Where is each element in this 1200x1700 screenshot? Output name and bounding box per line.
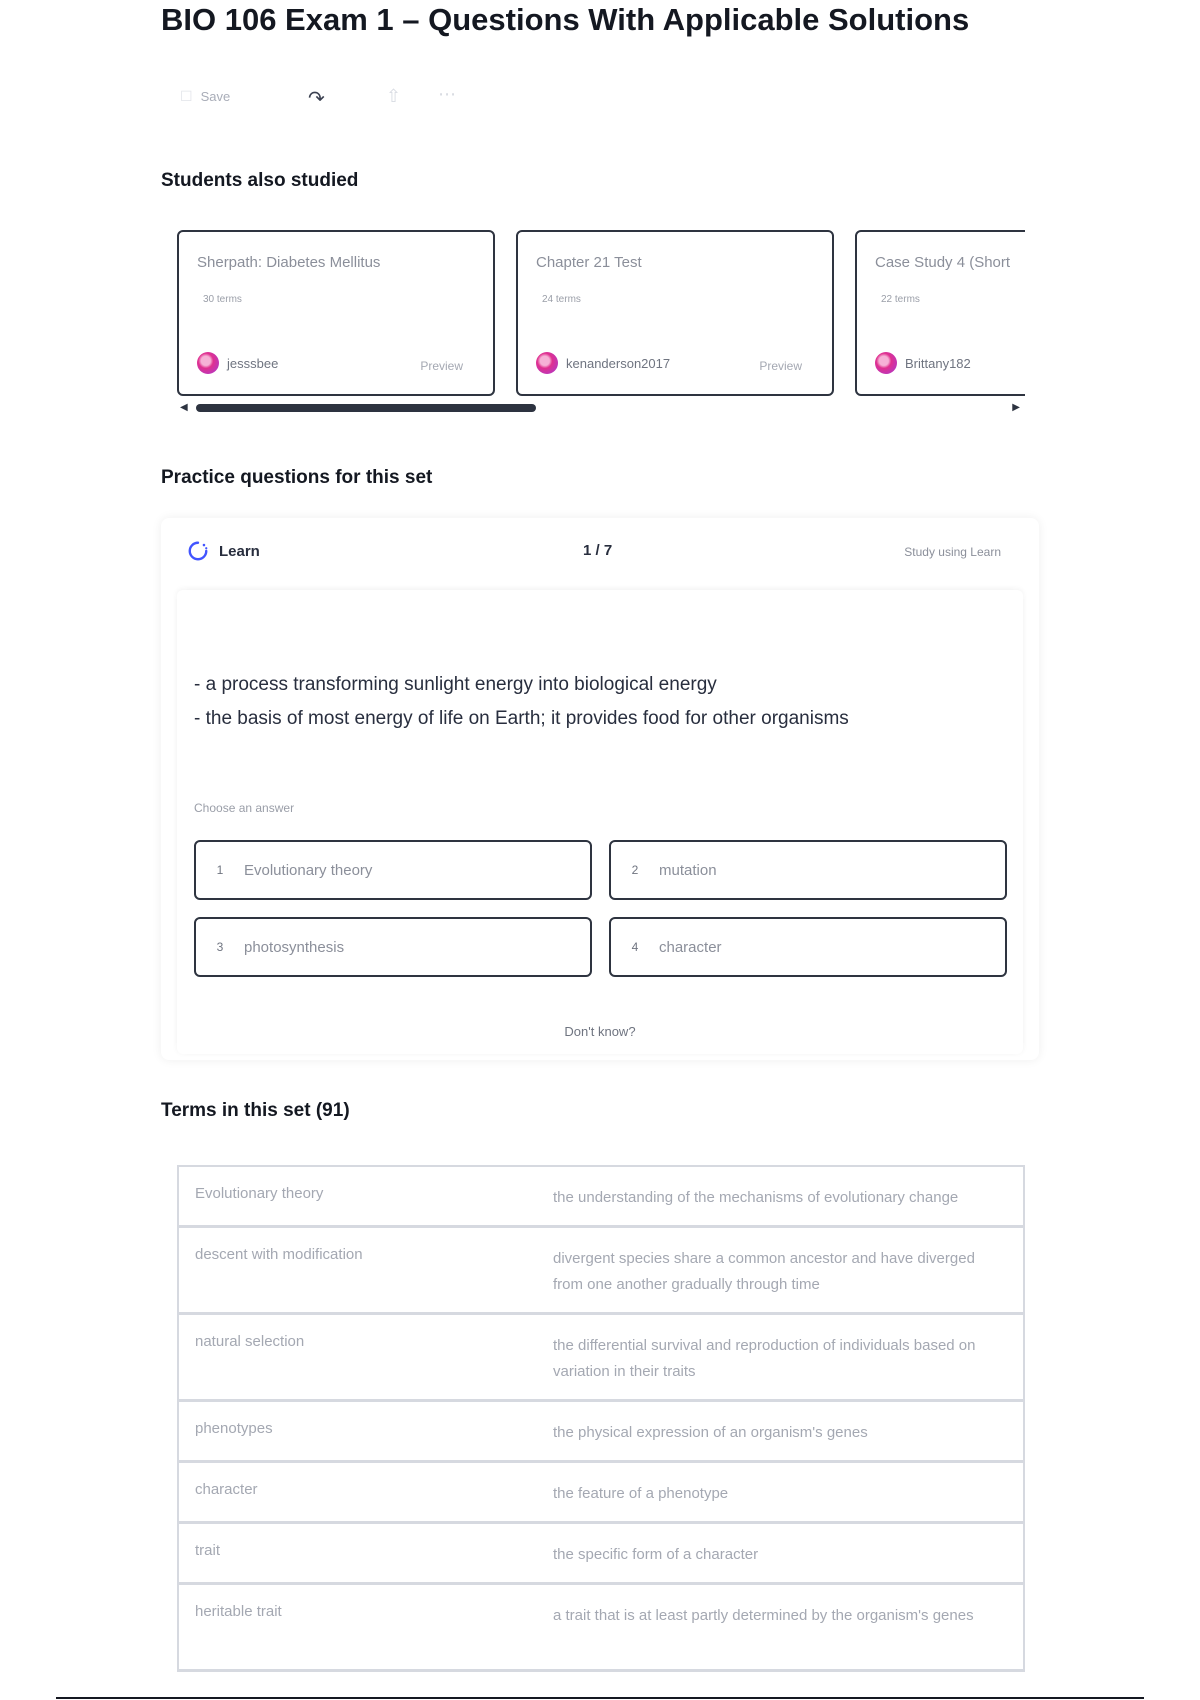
term-definition: the understanding of the mechanisms of evolutionary change xyxy=(553,1189,959,1206)
term-row xyxy=(177,1228,1025,1315)
card-term-count: 22 terms xyxy=(881,294,920,305)
preview-button[interactable]: Preview xyxy=(759,359,802,373)
learn-panel xyxy=(161,518,1039,1060)
card-title: Case Study 4 (Short xyxy=(875,254,1011,271)
scroll-left-icon[interactable]: ◀ xyxy=(180,402,188,413)
terms-table xyxy=(177,1165,1025,1672)
term-row xyxy=(177,1524,1025,1585)
page-divider xyxy=(56,1697,1144,1699)
answer-number: 2 xyxy=(631,863,639,877)
dont-know-button[interactable]: Don't know? xyxy=(564,1024,636,1039)
term-word: phenotypes xyxy=(195,1420,273,1437)
term-word: Evolutionary theory xyxy=(195,1185,324,1202)
share-icon[interactable]: ⇧ xyxy=(386,86,402,106)
term-definition: the differential survival and reproduction of individuals based on variation in their traits xyxy=(553,1337,976,1380)
answer-text: Evolutionary theory xyxy=(244,861,373,879)
term-row xyxy=(177,1585,1025,1672)
study-set-card[interactable] xyxy=(177,230,495,396)
study-using-learn-link[interactable]: Study using Learn xyxy=(904,545,1001,559)
term-word: descent with modification xyxy=(195,1246,363,1263)
preview-button[interactable]: Preview xyxy=(420,359,463,373)
learn-icon xyxy=(187,540,209,562)
card-author xyxy=(536,352,670,374)
choose-answer-label: Choose an answer xyxy=(194,801,295,815)
answer-option-2[interactable] xyxy=(609,840,1007,900)
toolbar xyxy=(180,82,480,116)
term-definition: divergent species share a common ancestor and have diverged from one another gradually through time xyxy=(553,1250,975,1293)
study-set-card[interactable] xyxy=(516,230,834,396)
term-definition: the feature of a phenotype xyxy=(553,1485,729,1502)
carousel-scrollbar[interactable] xyxy=(180,402,1020,414)
term-row xyxy=(177,1315,1025,1402)
term-definition: the physical expression of an organism's genes xyxy=(553,1424,868,1441)
term-definition: a trait that is at least partly determined by the organism's genes xyxy=(553,1607,974,1624)
term-row xyxy=(177,1463,1025,1524)
author-name: Brittany182 xyxy=(905,355,971,371)
avatar xyxy=(536,352,558,374)
terms-heading: Terms in this set (91) xyxy=(161,1100,350,1121)
answer-text: mutation xyxy=(659,861,717,879)
loading-spinner-icon: ↷ xyxy=(308,88,325,110)
answer-number: 1 xyxy=(216,863,224,877)
scrollbar-thumb[interactable] xyxy=(196,404,536,412)
scroll-right-icon[interactable]: ▶ xyxy=(1012,402,1020,413)
term-row xyxy=(177,1167,1025,1228)
answer-option-1[interactable] xyxy=(194,840,592,900)
card-title: Chapter 21 Test xyxy=(536,254,642,271)
question-line: - the basis of most energy of life on Earth; it provides food for other organisms xyxy=(194,708,849,729)
save-icon: ☐ xyxy=(180,88,193,104)
term-word: trait xyxy=(195,1542,221,1559)
author-name: jesssbee xyxy=(227,355,279,371)
save-label: Save xyxy=(200,89,231,104)
avatar xyxy=(197,352,219,374)
answer-text: character xyxy=(659,938,722,956)
page-title: BIO 106 Exam 1 – Questions With Applicable Solutions xyxy=(161,2,970,37)
term-word: heritable trait xyxy=(195,1603,282,1620)
answer-option-3[interactable] xyxy=(194,917,592,977)
card-title: Sherpath: Diabetes Mellitus xyxy=(197,254,381,271)
answer-text: photosynthesis xyxy=(244,938,345,956)
answer-number: 3 xyxy=(216,940,224,954)
term-word: character xyxy=(195,1481,258,1498)
term-word: natural selection xyxy=(195,1333,305,1350)
answer-option-4[interactable] xyxy=(609,917,1007,977)
save-button[interactable] xyxy=(180,88,230,105)
card-author xyxy=(197,352,278,374)
answer-number: 4 xyxy=(631,940,639,954)
term-definition: the specific form of a character xyxy=(553,1546,759,1563)
card-author xyxy=(875,352,971,374)
study-set-carousel xyxy=(177,230,1025,400)
author-name: kenanderson2017 xyxy=(566,355,671,371)
more-options-icon[interactable]: ⋯ xyxy=(438,84,456,104)
avatar xyxy=(875,352,897,374)
students-also-studied-heading: Students also studied xyxy=(161,170,359,191)
practice-questions-heading: Practice questions for this set xyxy=(161,467,433,488)
card-term-count: 24 terms xyxy=(542,294,581,305)
question-card xyxy=(177,590,1023,1054)
learn-mode xyxy=(187,540,260,562)
study-set-card[interactable] xyxy=(855,230,1025,396)
card-term-count: 30 terms xyxy=(203,294,242,305)
question-progress: 1 / 7 xyxy=(583,542,613,559)
term-row xyxy=(177,1402,1025,1463)
learn-label: Learn xyxy=(219,542,260,560)
question-line: - a process transforming sunlight energy into biological energy xyxy=(194,674,717,695)
